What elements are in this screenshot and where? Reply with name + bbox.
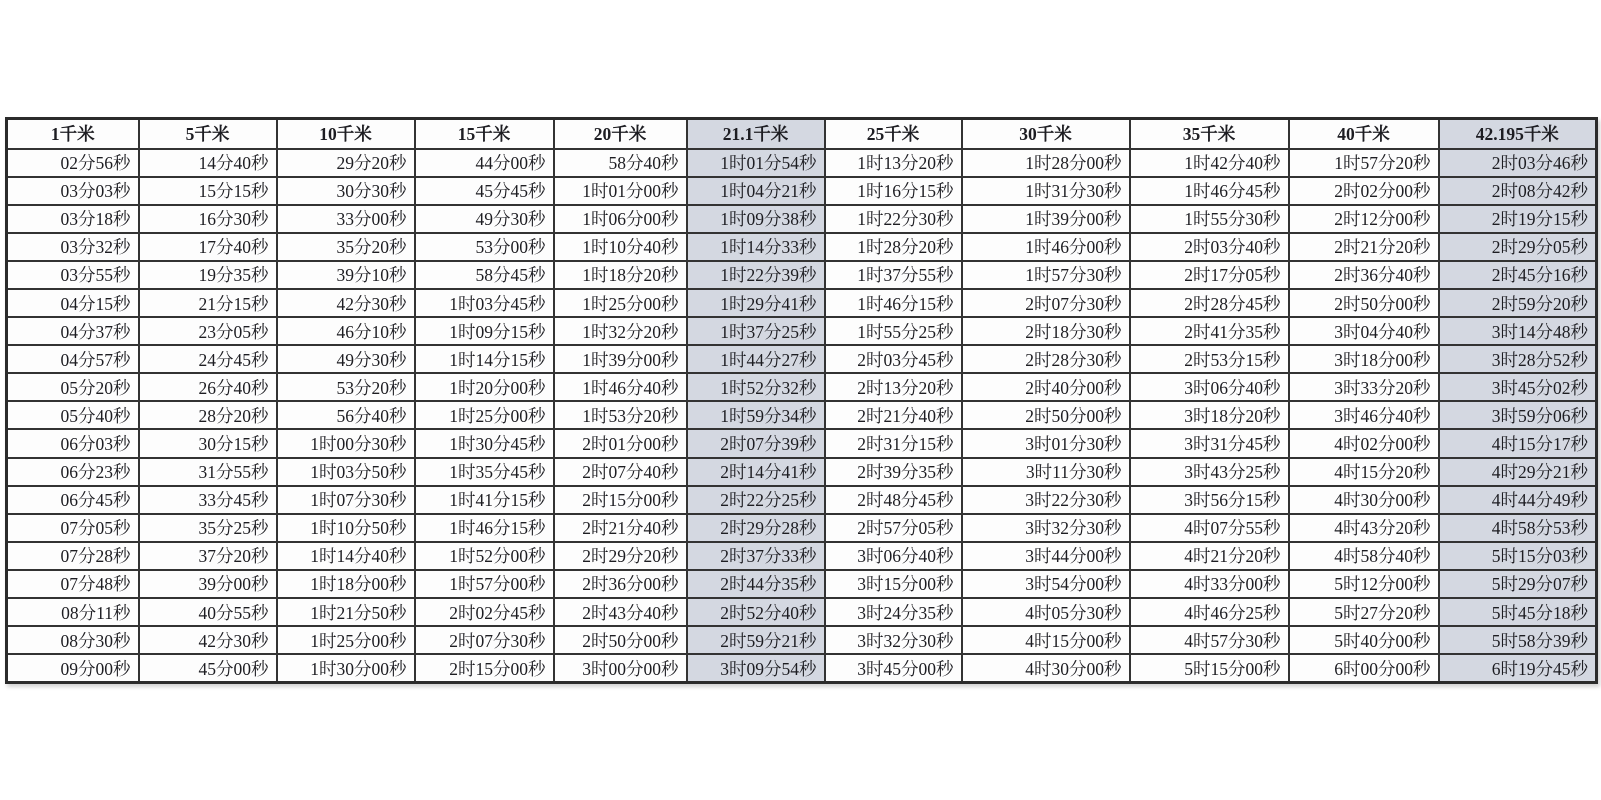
pace-cell: 3时32分30秒 xyxy=(962,514,1130,542)
pace-cell: 3时06分40秒 xyxy=(1130,373,1289,401)
table-row xyxy=(7,233,1597,261)
pace-cell: 3时46分40秒 xyxy=(1289,401,1439,429)
pace-cell: 4时58分40秒 xyxy=(1289,542,1439,570)
table-row xyxy=(7,261,1597,289)
pace-cell: 1时39分00秒 xyxy=(554,345,687,373)
table-row xyxy=(7,486,1597,514)
pace-cell: 3时11分30秒 xyxy=(962,458,1130,486)
pace-cell: 3时24分35秒 xyxy=(825,598,962,626)
pace-cell: 1时30分00秒 xyxy=(277,654,415,682)
pace-cell: 1时46分45秒 xyxy=(1130,177,1289,205)
table-row xyxy=(7,205,1597,233)
pace-cell: 1时09分15秒 xyxy=(415,317,554,345)
column-header-42.195km: 42.195千米 xyxy=(1439,119,1597,149)
table-body xyxy=(7,149,1597,683)
column-header-1km: 1千米 xyxy=(7,119,139,149)
pace-conversion-table xyxy=(5,117,1598,684)
pace-cell: 1时28分20秒 xyxy=(825,233,962,261)
pace-cell: 04分15秒 xyxy=(7,289,139,317)
pace-cell: 2时29分05秒 xyxy=(1439,233,1597,261)
pace-cell: 2时40分00秒 xyxy=(962,373,1130,401)
pace-cell: 3时01分30秒 xyxy=(962,429,1130,457)
pace-cell: 4时29分21秒 xyxy=(1439,458,1597,486)
pace-cell: 3时43分25秒 xyxy=(1130,458,1289,486)
pace-cell: 30分15秒 xyxy=(139,429,277,457)
pace-cell: 2时50分00秒 xyxy=(554,626,687,654)
pace-cell: 05分20秒 xyxy=(7,373,139,401)
pace-cell: 2时36分40秒 xyxy=(1289,261,1439,289)
pace-cell: 1时03分45秒 xyxy=(415,289,554,317)
pace-cell: 3时18分20秒 xyxy=(1130,401,1289,429)
pace-cell: 09分00秒 xyxy=(7,654,139,682)
pace-cell: 03分18秒 xyxy=(7,205,139,233)
pace-cell: 2时14分41秒 xyxy=(687,458,825,486)
pace-cell: 2时07分39秒 xyxy=(687,429,825,457)
pace-cell: 03分32秒 xyxy=(7,233,139,261)
pace-cell: 4时30分00秒 xyxy=(962,654,1130,682)
pace-cell: 1时37分55秒 xyxy=(825,261,962,289)
pace-cell: 1时46分15秒 xyxy=(415,514,554,542)
column-header-40km: 40千米 xyxy=(1289,119,1439,149)
pace-cell: 3时15分00秒 xyxy=(825,570,962,598)
pace-cell: 2时29分20秒 xyxy=(554,542,687,570)
pace-cell: 53分00秒 xyxy=(415,233,554,261)
pace-cell: 45分45秒 xyxy=(415,177,554,205)
pace-cell: 1时46分40秒 xyxy=(554,373,687,401)
pace-cell: 2时21分40秒 xyxy=(825,401,962,429)
pace-cell: 2时31分15秒 xyxy=(825,429,962,457)
pace-cell: 1时57分20秒 xyxy=(1289,149,1439,177)
pace-cell: 4时44分49秒 xyxy=(1439,486,1597,514)
table-row xyxy=(7,654,1597,682)
pace-cell: 4时15分00秒 xyxy=(962,626,1130,654)
pace-cell: 49分30秒 xyxy=(277,345,415,373)
pace-cell: 3时59分06秒 xyxy=(1439,401,1597,429)
pace-cell: 2时45分16秒 xyxy=(1439,261,1597,289)
pace-cell: 1时21分50秒 xyxy=(277,598,415,626)
pace-cell: 1时28分00秒 xyxy=(962,149,1130,177)
pace-cell: 08分11秒 xyxy=(7,598,139,626)
pace-cell: 1时55分25秒 xyxy=(825,317,962,345)
pace-cell: 4时46分25秒 xyxy=(1130,598,1289,626)
pace-cell: 5时15分03秒 xyxy=(1439,542,1597,570)
pace-cell: 02分56秒 xyxy=(7,149,139,177)
pace-cell: 3时45分00秒 xyxy=(825,654,962,682)
pace-cell: 3时31分45秒 xyxy=(1130,429,1289,457)
pace-cell: 1时52分00秒 xyxy=(415,542,554,570)
pace-cell: 2时41分35秒 xyxy=(1130,317,1289,345)
table-row xyxy=(7,177,1597,205)
pace-cell: 4时58分53秒 xyxy=(1439,514,1597,542)
pace-cell: 33分00秒 xyxy=(277,205,415,233)
pace-cell: 1时03分50秒 xyxy=(277,458,415,486)
pace-cell: 1时14分15秒 xyxy=(415,345,554,373)
pace-cell: 1时20分00秒 xyxy=(415,373,554,401)
table-row xyxy=(7,401,1597,429)
table-row xyxy=(7,149,1597,177)
pace-cell: 2时02分00秒 xyxy=(1289,177,1439,205)
pace-cell: 14分40秒 xyxy=(139,149,277,177)
pace-cell: 3时06分40秒 xyxy=(825,542,962,570)
pace-cell: 6时19分45秒 xyxy=(1439,654,1597,682)
pace-cell: 2时59分21秒 xyxy=(687,626,825,654)
pace-cell: 2时19分15秒 xyxy=(1439,205,1597,233)
pace-cell: 07分48秒 xyxy=(7,570,139,598)
pace-cell: 42分30秒 xyxy=(277,289,415,317)
pace-cell: 05分40秒 xyxy=(7,401,139,429)
pace-cell: 1时14分33秒 xyxy=(687,233,825,261)
pace-cell: 35分20秒 xyxy=(277,233,415,261)
pace-cell: 2时07分30秒 xyxy=(415,626,554,654)
pace-cell: 2时36分00秒 xyxy=(554,570,687,598)
pace-cell: 1时06分00秒 xyxy=(554,205,687,233)
pace-cell: 1时55分30秒 xyxy=(1130,205,1289,233)
pace-cell: 1时31分30秒 xyxy=(962,177,1130,205)
pace-cell: 2时50分00秒 xyxy=(1289,289,1439,317)
table-row xyxy=(7,317,1597,345)
pace-cell: 2时01分00秒 xyxy=(554,429,687,457)
pace-cell: 5时27分20秒 xyxy=(1289,598,1439,626)
pace-cell: 39分10秒 xyxy=(277,261,415,289)
table-header xyxy=(7,119,1597,149)
pace-cell: 4时02分00秒 xyxy=(1289,429,1439,457)
pace-cell: 2时29分28秒 xyxy=(687,514,825,542)
pace-cell: 3时54分00秒 xyxy=(962,570,1130,598)
pace-cell: 1时53分20秒 xyxy=(554,401,687,429)
pace-cell: 03分03秒 xyxy=(7,177,139,205)
pace-cell: 37分20秒 xyxy=(139,542,277,570)
pace-cell: 1时29分41秒 xyxy=(687,289,825,317)
pace-cell: 1时18分00秒 xyxy=(277,570,415,598)
pace-cell: 2时12分00秒 xyxy=(1289,205,1439,233)
pace-cell: 1时22分39秒 xyxy=(687,261,825,289)
pace-cell: 42分30秒 xyxy=(139,626,277,654)
pace-cell: 6时00分00秒 xyxy=(1289,654,1439,682)
pace-cell: 1时57分30秒 xyxy=(962,261,1130,289)
table-row xyxy=(7,514,1597,542)
pace-cell: 1时25分00秒 xyxy=(277,626,415,654)
pace-cell: 58分40秒 xyxy=(554,149,687,177)
pace-cell: 2时03分45秒 xyxy=(825,345,962,373)
pace-cell: 1时10分50秒 xyxy=(277,514,415,542)
pace-cell: 3时18分00秒 xyxy=(1289,345,1439,373)
pace-cell: 07分28秒 xyxy=(7,542,139,570)
pace-cell: 29分20秒 xyxy=(277,149,415,177)
pace-cell: 3时45分02秒 xyxy=(1439,373,1597,401)
pace-cell: 3时56分15秒 xyxy=(1130,486,1289,514)
pace-cell: 49分30秒 xyxy=(415,205,554,233)
pace-cell: 2时15分00秒 xyxy=(415,654,554,682)
pace-cell: 2时57分05秒 xyxy=(825,514,962,542)
pace-cell: 24分45秒 xyxy=(139,345,277,373)
pace-cell: 58分45秒 xyxy=(415,261,554,289)
pace-cell: 5时58分39秒 xyxy=(1439,626,1597,654)
pace-cell: 4时15分20秒 xyxy=(1289,458,1439,486)
pace-cell: 40分55秒 xyxy=(139,598,277,626)
pace-cell: 2时03分40秒 xyxy=(1130,233,1289,261)
pace-cell: 3时04分40秒 xyxy=(1289,317,1439,345)
pace-cell: 56分40秒 xyxy=(277,401,415,429)
table-row xyxy=(7,570,1597,598)
pace-cell: 1时13分20秒 xyxy=(825,149,962,177)
pace-cell: 2时59分20秒 xyxy=(1439,289,1597,317)
pace-cell: 1时16分15秒 xyxy=(825,177,962,205)
pace-cell: 1时32分20秒 xyxy=(554,317,687,345)
table-row xyxy=(7,289,1597,317)
pace-cell: 1时04分21秒 xyxy=(687,177,825,205)
column-header-10km: 10千米 xyxy=(277,119,415,149)
pace-cell: 04分37秒 xyxy=(7,317,139,345)
pace-cell: 39分00秒 xyxy=(139,570,277,598)
pace-cell: 1时00分30秒 xyxy=(277,429,415,457)
pace-cell: 3时33分20秒 xyxy=(1289,373,1439,401)
pace-cell: 28分20秒 xyxy=(139,401,277,429)
pace-cell: 45分00秒 xyxy=(139,654,277,682)
pace-cell: 2时17分05秒 xyxy=(1130,261,1289,289)
pace-cell: 1时25分00秒 xyxy=(554,289,687,317)
pace-cell: 1时01分00秒 xyxy=(554,177,687,205)
header-row xyxy=(7,119,1597,149)
pace-cell: 46分10秒 xyxy=(277,317,415,345)
pace-cell: 23分05秒 xyxy=(139,317,277,345)
pace-cell: 3时28分52秒 xyxy=(1439,345,1597,373)
pace-cell: 31分55秒 xyxy=(139,458,277,486)
pace-cell: 35分25秒 xyxy=(139,514,277,542)
table-row xyxy=(7,542,1597,570)
table-row xyxy=(7,626,1597,654)
pace-cell: 15分15秒 xyxy=(139,177,277,205)
pace-cell: 2时43分40秒 xyxy=(554,598,687,626)
pace-cell: 08分30秒 xyxy=(7,626,139,654)
pace-cell: 1时10分40秒 xyxy=(554,233,687,261)
pace-cell: 2时07分30秒 xyxy=(962,289,1130,317)
pace-cell: 06分45秒 xyxy=(7,486,139,514)
pace-cell: 16分30秒 xyxy=(139,205,277,233)
pace-cell: 1时22分30秒 xyxy=(825,205,962,233)
pace-cell: 33分45秒 xyxy=(139,486,277,514)
pace-cell: 1时25分00秒 xyxy=(415,401,554,429)
pace-cell: 2时18分30秒 xyxy=(962,317,1130,345)
column-header-15km: 15千米 xyxy=(415,119,554,149)
pace-cell: 4时15分17秒 xyxy=(1439,429,1597,457)
column-header-35km: 35千米 xyxy=(1130,119,1289,149)
pace-cell: 53分20秒 xyxy=(277,373,415,401)
column-header-5km: 5千米 xyxy=(139,119,277,149)
pace-cell: 5时29分07秒 xyxy=(1439,570,1597,598)
table-row xyxy=(7,458,1597,486)
pace-cell: 2时28分45秒 xyxy=(1130,289,1289,317)
pace-cell: 1时46分15秒 xyxy=(825,289,962,317)
pace-cell: 1时14分40秒 xyxy=(277,542,415,570)
pace-cell: 2时21分20秒 xyxy=(1289,233,1439,261)
pace-cell: 1时46分00秒 xyxy=(962,233,1130,261)
pace-cell: 1时07分30秒 xyxy=(277,486,415,514)
table-row xyxy=(7,429,1597,457)
pace-cell: 3时22分30秒 xyxy=(962,486,1130,514)
pace-cell: 2时02分45秒 xyxy=(415,598,554,626)
pace-cell: 2时28分30秒 xyxy=(962,345,1130,373)
column-header-25km: 25千米 xyxy=(825,119,962,149)
pace-cell: 2时48分45秒 xyxy=(825,486,962,514)
column-header-20km: 20千米 xyxy=(554,119,687,149)
pace-cell: 5时40分00秒 xyxy=(1289,626,1439,654)
pace-cell: 2时21分40秒 xyxy=(554,514,687,542)
pace-cell: 5时12分00秒 xyxy=(1289,570,1439,598)
pace-cell: 2时13分20秒 xyxy=(825,373,962,401)
pace-cell: 4时05分30秒 xyxy=(962,598,1130,626)
pace-cell: 4时07分55秒 xyxy=(1130,514,1289,542)
pace-cell: 1时09分38秒 xyxy=(687,205,825,233)
pace-cell: 1时35分45秒 xyxy=(415,458,554,486)
pace-cell: 2时44分35秒 xyxy=(687,570,825,598)
pace-cell: 3时14分48秒 xyxy=(1439,317,1597,345)
pace-cell: 2时22分25秒 xyxy=(687,486,825,514)
pace-cell: 06分03秒 xyxy=(7,429,139,457)
pace-cell: 2时39分35秒 xyxy=(825,458,962,486)
pace-cell: 1时52分32秒 xyxy=(687,373,825,401)
pace-cell: 1时42分40秒 xyxy=(1130,149,1289,177)
pace-cell: 5时15分00秒 xyxy=(1130,654,1289,682)
pace-cell: 2时07分40秒 xyxy=(554,458,687,486)
table-row xyxy=(7,373,1597,401)
pace-cell: 19分35秒 xyxy=(139,261,277,289)
pace-cell: 04分57秒 xyxy=(7,345,139,373)
pace-cell: 1时18分20秒 xyxy=(554,261,687,289)
pace-cell: 21分15秒 xyxy=(139,289,277,317)
pace-cell: 17分40秒 xyxy=(139,233,277,261)
pace-cell: 1时39分00秒 xyxy=(962,205,1130,233)
pace-cell: 4时43分20秒 xyxy=(1289,514,1439,542)
pace-cell: 2时37分33秒 xyxy=(687,542,825,570)
pace-cell: 1时41分15秒 xyxy=(415,486,554,514)
pace-cell: 2时03分46秒 xyxy=(1439,149,1597,177)
pace-conversion-table-container xyxy=(5,117,1598,684)
pace-cell: 07分05秒 xyxy=(7,514,139,542)
pace-cell: 44分00秒 xyxy=(415,149,554,177)
pace-cell: 2时50分00秒 xyxy=(962,401,1130,429)
pace-cell: 2时08分42秒 xyxy=(1439,177,1597,205)
pace-cell: 3时44分00秒 xyxy=(962,542,1130,570)
pace-cell: 3时09分54秒 xyxy=(687,654,825,682)
pace-cell: 4时33分00秒 xyxy=(1130,570,1289,598)
pace-cell: 4时30分00秒 xyxy=(1289,486,1439,514)
pace-cell: 2时53分15秒 xyxy=(1130,345,1289,373)
table-row xyxy=(7,598,1597,626)
pace-cell: 5时45分18秒 xyxy=(1439,598,1597,626)
pace-cell: 1时01分54秒 xyxy=(687,149,825,177)
table-row xyxy=(7,345,1597,373)
pace-cell: 30分30秒 xyxy=(277,177,415,205)
pace-cell: 1时30分45秒 xyxy=(415,429,554,457)
pace-cell: 4时21分20秒 xyxy=(1130,542,1289,570)
pace-cell: 3时00分00秒 xyxy=(554,654,687,682)
pace-cell: 3时32分30秒 xyxy=(825,626,962,654)
pace-cell: 1时37分25秒 xyxy=(687,317,825,345)
pace-cell: 26分40秒 xyxy=(139,373,277,401)
pace-cell: 06分23秒 xyxy=(7,458,139,486)
pace-cell: 2时15分00秒 xyxy=(554,486,687,514)
pace-cell: 2时52分40秒 xyxy=(687,598,825,626)
pace-cell: 03分55秒 xyxy=(7,261,139,289)
column-header-30km: 30千米 xyxy=(962,119,1130,149)
pace-cell: 4时57分30秒 xyxy=(1130,626,1289,654)
pace-cell: 1时44分27秒 xyxy=(687,345,825,373)
column-header-21.1km: 21.1千米 xyxy=(687,119,825,149)
pace-cell: 1时57分00秒 xyxy=(415,570,554,598)
pace-cell: 1时59分34秒 xyxy=(687,401,825,429)
